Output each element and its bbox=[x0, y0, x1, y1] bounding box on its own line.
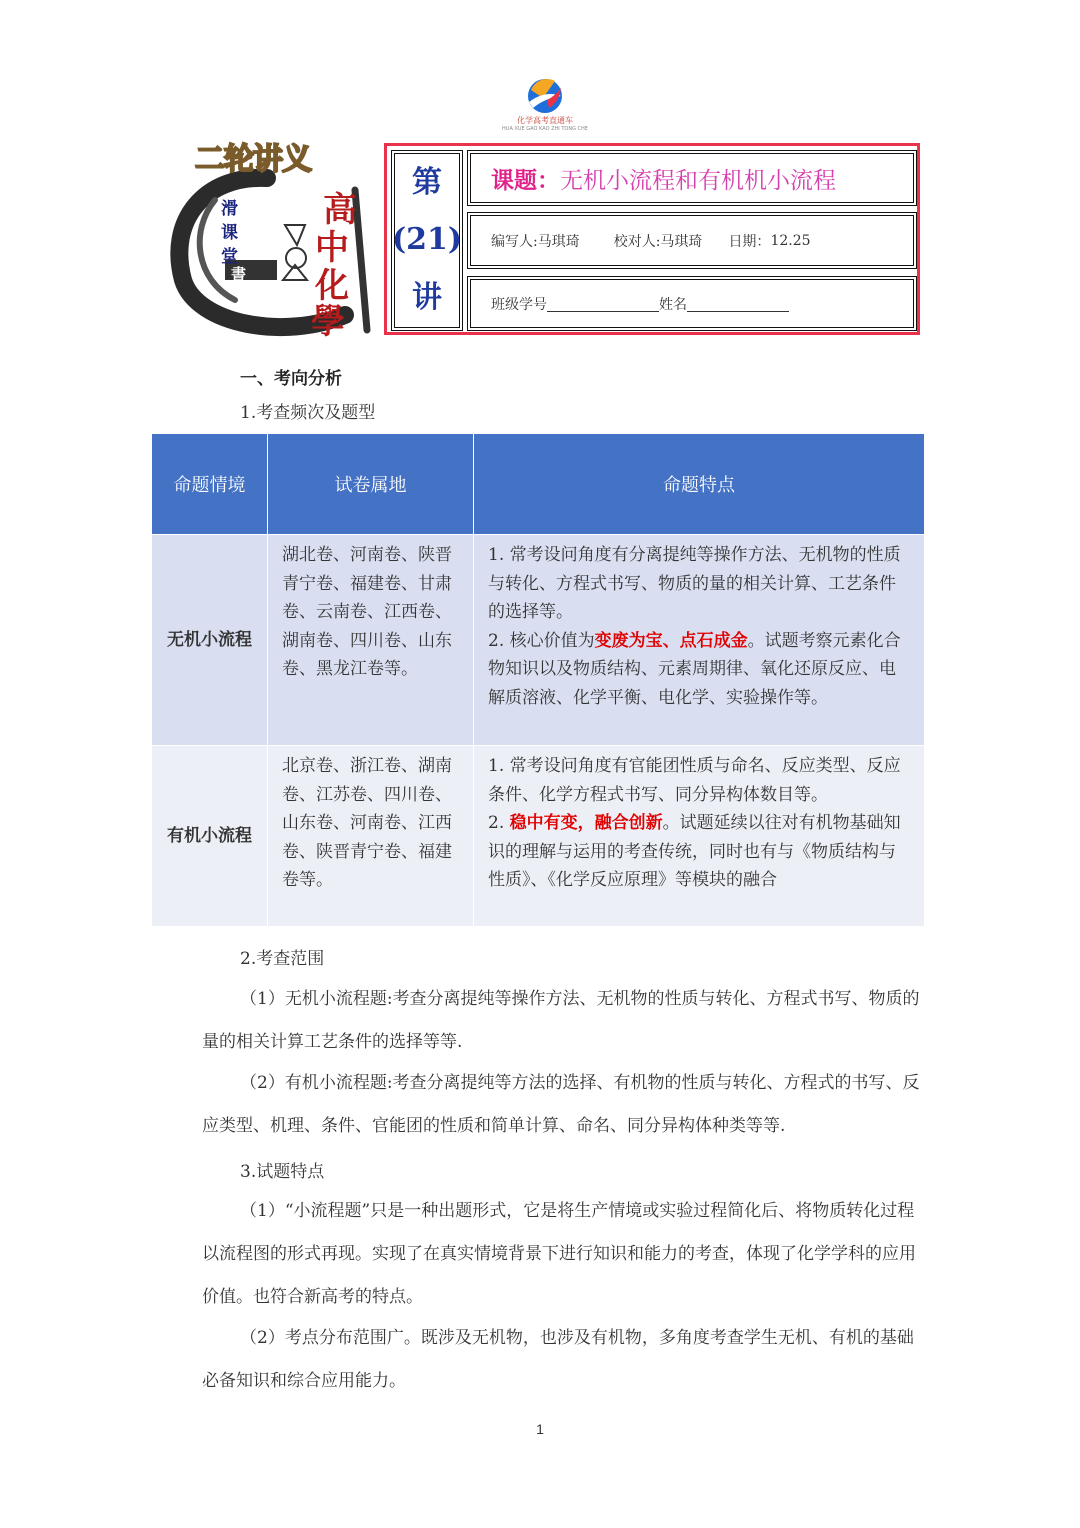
scene-cell: 有机小流程 bbox=[152, 746, 268, 927]
name-label: 姓名 bbox=[659, 296, 687, 313]
page-number: 1 bbox=[536, 1421, 544, 1437]
series-badge bbox=[155, 130, 385, 345]
student-info-box bbox=[467, 276, 917, 331]
table-row bbox=[152, 535, 925, 746]
logo-subcaption: HUA XUE GAO KAO ZHI TONG CHE bbox=[502, 126, 588, 132]
features-cell bbox=[474, 535, 925, 746]
brush-char: 高 bbox=[323, 190, 357, 230]
features-cell bbox=[474, 746, 925, 927]
class-label: 班级学号 bbox=[491, 296, 547, 313]
author-info-box bbox=[467, 212, 917, 269]
header-card bbox=[384, 143, 920, 335]
highlight-text: 变废为宝、点石成金 bbox=[594, 630, 748, 651]
feature-text: 2. 核心价值为 bbox=[488, 630, 595, 651]
checker: 校对人:马琪琦 bbox=[613, 233, 703, 250]
feature-point bbox=[488, 627, 910, 713]
paragraph: （2）考点分布范围广。既涉及无机物，也涉及有机物，多角度考查学生无机、有机的基础必备知识和综合应用能力。 bbox=[202, 1328, 914, 1391]
feature-text: 2. bbox=[488, 813, 510, 833]
seal-char: 课 bbox=[221, 223, 238, 243]
brand-logo-icon bbox=[525, 76, 565, 116]
feature-text: 。试题延续以往对有机物基础知识的理解与运用的考查传统，同时也有与《物质结构与性质》、《化学反应原理》等模块的融合 bbox=[488, 813, 901, 890]
brush-char: 學 bbox=[311, 302, 345, 342]
paragraph: （1）“小流程题”只是一种出题形式，它是将生产情境或实验过程简化后、将物质转化过程以流程图的形式再现。实现了在真实情境背景下进行知识和能力的考查，体现了化学学科的应用价值。也符合新高考的特点。 bbox=[202, 1201, 916, 1307]
subsection-title: 3.试题特点 bbox=[240, 1162, 325, 1182]
scene-cell: 无机小流程 bbox=[152, 535, 268, 746]
seal-char: 滑 bbox=[221, 199, 238, 219]
paragraph: （2）有机小流程题:考查分离提纯等方法的选择、有机物的性质与转化、方程式的书写、反应类型、机理、条件、官能团的性质和简单计算、命名、同分异构体种类等等. bbox=[202, 1073, 920, 1136]
lecture-suffix: 讲 bbox=[412, 280, 442, 316]
date: 12.25 bbox=[770, 232, 811, 249]
table-header: 命题情境 bbox=[152, 434, 268, 535]
highlight-text: 稳中有变，融合创新 bbox=[509, 813, 663, 833]
section-title: 一、考向分析 bbox=[240, 369, 342, 389]
seal-char: 堂 bbox=[221, 247, 238, 267]
feature-point: 1. 常考设问角度有分离提纯等操作方法、无机物的性质与转化、方程式书写、物质的量的相关计算、工艺条件的选择等。 bbox=[488, 545, 901, 622]
regions-cell: 湖北卷、河南卷、陕晋青宁卷、福建卷、甘肃卷、云南卷、江西卷、湖南卷、四川卷、山东卷、黑龙江卷等。 bbox=[268, 535, 474, 746]
table-header: 命题特点 bbox=[474, 434, 925, 535]
subsection-title: 1.考查频次及题型 bbox=[240, 403, 376, 423]
book-char: 書 bbox=[231, 265, 247, 283]
logo-caption: 化学高考直通车 bbox=[517, 116, 573, 125]
topic-title: 无机小流程和有机机小流程 bbox=[560, 167, 836, 194]
topic-label: 课题： bbox=[491, 167, 560, 194]
exam-frequency-table bbox=[151, 433, 925, 927]
brush-char: 中 bbox=[315, 228, 349, 268]
paragraph: （1）无机小流程题:考查分离提纯等操作方法、无机物的性质与转化、方程式书写、物质的量的相关计算工艺条件的选择等等. bbox=[202, 989, 920, 1052]
subsection-title: 2.考查范围 bbox=[240, 949, 325, 969]
feature-point: 1. 常考设问角度有官能团性质与命名、反应类型、反应条件、化学方程式书写、同分异构体数目等。 bbox=[488, 756, 901, 805]
series-title: 二轮讲义 bbox=[195, 142, 311, 177]
class-input[interactable] bbox=[547, 295, 659, 312]
regions-cell: 北京卷、浙江卷、湖南卷、江苏卷、四川卷、山东卷、河南卷、江西卷、陕晋青宁卷、福建卷等。 bbox=[268, 746, 474, 927]
date-label: 日期： bbox=[728, 233, 771, 250]
table-row bbox=[152, 746, 925, 927]
lecture-prefix: 第 bbox=[412, 164, 442, 200]
table-header: 试卷属地 bbox=[268, 434, 474, 535]
topic-box bbox=[467, 150, 917, 206]
lecture-number: (21) bbox=[391, 222, 463, 258]
feature-text: 。试题考察元素化合物知识以及物质结构、元素周期律、氧化还原反应、电解质溶液、化学平衡、电化学、实验操作等。 bbox=[488, 630, 901, 708]
brand-logo bbox=[500, 76, 590, 136]
feature-point bbox=[488, 809, 910, 895]
name-input[interactable] bbox=[687, 295, 789, 312]
lecture-number-box bbox=[391, 150, 463, 331]
brush-char: 化 bbox=[315, 266, 349, 306]
author: 编写人:马琪琦 bbox=[491, 233, 580, 250]
